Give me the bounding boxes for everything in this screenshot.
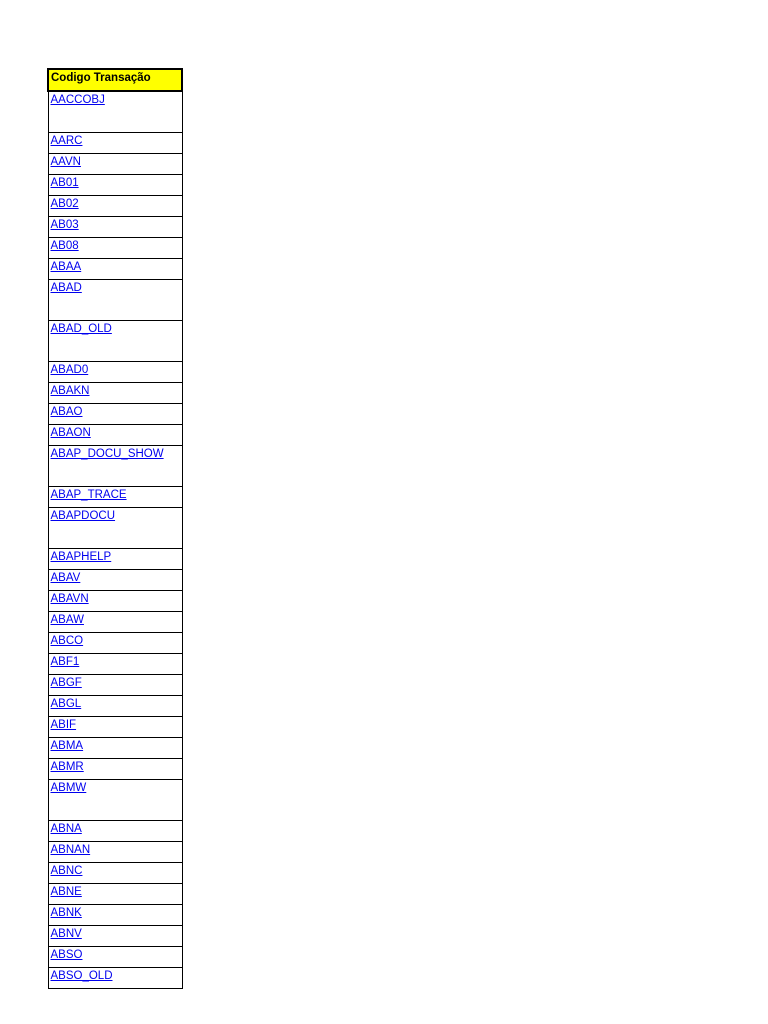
transaction-code-link[interactable]: ABGL — [50, 698, 82, 710]
transaction-code-cell — [48, 133, 182, 154]
transaction-code-link[interactable]: AB01 — [50, 177, 79, 189]
table-row — [48, 633, 182, 654]
transaction-code-cell — [48, 196, 182, 217]
table-row — [48, 259, 182, 280]
transaction-code-link[interactable]: AB08 — [50, 240, 79, 252]
transaction-code-cell — [48, 280, 182, 321]
transaction-code-cell — [48, 884, 182, 905]
transaction-code-link[interactable]: ABAPDOCU — [50, 510, 116, 522]
table-row — [48, 570, 182, 591]
transaction-code-cell — [48, 717, 182, 738]
table-row — [48, 508, 182, 549]
table-row — [48, 612, 182, 633]
table-row — [48, 696, 182, 717]
table-row — [48, 968, 182, 989]
transaction-code-cell — [48, 175, 182, 196]
table-row — [48, 362, 182, 383]
transaction-code-cell — [48, 321, 182, 362]
transaction-code-cell — [48, 821, 182, 842]
transaction-code-link[interactable]: ABSO_OLD — [50, 970, 113, 982]
table-row — [48, 863, 182, 884]
transaction-code-link[interactable]: AAVN — [50, 156, 81, 168]
transaction-code-link[interactable]: ABCO — [50, 635, 84, 647]
transaction-code-cell — [48, 633, 182, 654]
transaction-code-cell — [48, 446, 182, 487]
transaction-code-cell — [48, 842, 182, 863]
transaction-code-link[interactable]: AB02 — [50, 198, 79, 210]
transaction-code-link[interactable]: ABGF — [50, 677, 82, 689]
transaction-code-link[interactable]: ABAP_TRACE — [50, 489, 127, 501]
transaction-code-cell — [48, 591, 182, 612]
transaction-code-link[interactable]: ABAKN — [50, 385, 90, 397]
table-row — [48, 217, 182, 238]
table-row — [48, 404, 182, 425]
transaction-code-cell — [48, 549, 182, 570]
transaction-code-link[interactable]: ABAO — [50, 406, 83, 418]
transaction-code-link[interactable]: ABMA — [50, 740, 84, 752]
table-row — [48, 821, 182, 842]
transaction-code-link[interactable]: ABNE — [50, 886, 82, 898]
table-row — [48, 487, 182, 508]
transaction-code-cell — [48, 947, 182, 968]
transaction-code-cell — [48, 383, 182, 404]
transaction-code-link[interactable]: ABAD0 — [50, 364, 89, 376]
table-row — [48, 175, 182, 196]
table-row — [48, 383, 182, 404]
transaction-code-table — [47, 68, 183, 989]
transaction-code-cell — [48, 738, 182, 759]
transaction-code-link[interactable]: ABMR — [50, 761, 84, 773]
transaction-code-cell — [48, 570, 182, 591]
table-row — [48, 717, 182, 738]
transaction-code-link[interactable]: ABSO — [50, 949, 83, 961]
transaction-code-cell — [48, 425, 182, 446]
transaction-code-cell — [48, 259, 182, 280]
transaction-code-link[interactable]: ABAVN — [50, 593, 89, 605]
table-row — [48, 425, 182, 446]
transaction-code-link[interactable]: ABAV — [50, 572, 81, 584]
transaction-code-cell — [48, 780, 182, 821]
transaction-code-cell — [48, 91, 182, 133]
transaction-code-cell — [48, 217, 182, 238]
transaction-code-link[interactable]: ABIF — [50, 719, 77, 731]
transaction-code-link[interactable]: AB03 — [50, 219, 79, 231]
transaction-code-link[interactable]: ABAD — [50, 282, 82, 294]
table-row — [48, 91, 182, 133]
transaction-code-link[interactable]: ABAD_OLD — [50, 323, 112, 335]
table-row — [48, 654, 182, 675]
table-row — [48, 133, 182, 154]
transaction-code-cell — [48, 675, 182, 696]
table-row — [48, 549, 182, 570]
table-row — [48, 905, 182, 926]
transaction-code-cell — [48, 905, 182, 926]
transaction-code-cell — [48, 508, 182, 549]
transaction-code-cell — [48, 696, 182, 717]
transaction-code-cell — [48, 238, 182, 259]
transaction-code-link[interactable]: ABF1 — [50, 656, 80, 668]
table-row — [48, 780, 182, 821]
table-row — [48, 675, 182, 696]
transaction-code-cell — [48, 968, 182, 989]
table-row — [48, 926, 182, 947]
transaction-code-link[interactable]: AARC — [50, 135, 83, 147]
table-row — [48, 446, 182, 487]
table-row — [48, 947, 182, 968]
table-row — [48, 842, 182, 863]
table-body — [48, 91, 182, 989]
transaction-code-link[interactable]: ABNK — [50, 907, 82, 919]
transaction-code-link[interactable]: ABAP_DOCU_SHOW — [50, 448, 164, 460]
table-row — [48, 238, 182, 259]
transaction-code-link[interactable]: AACCOBJ — [50, 94, 105, 106]
transaction-code-link[interactable]: ABAA — [50, 261, 82, 273]
transaction-code-link[interactable]: ABAW — [50, 614, 84, 626]
transaction-code-link[interactable]: ABMW — [50, 782, 87, 794]
transaction-code-cell — [48, 154, 182, 175]
transaction-code-link[interactable]: ABAPHELP — [50, 551, 112, 563]
table-row — [48, 154, 182, 175]
transaction-code-cell — [48, 487, 182, 508]
table-row — [48, 884, 182, 905]
column-header-codigo-transacao: Codigo Transação — [48, 69, 182, 91]
transaction-code-link[interactable]: ABNV — [50, 928, 82, 940]
transaction-code-cell — [48, 612, 182, 633]
table-row — [48, 591, 182, 612]
transaction-code-cell — [48, 404, 182, 425]
transaction-code-cell — [48, 926, 182, 947]
header-row — [48, 69, 182, 91]
transaction-code-cell — [48, 863, 182, 884]
table-row — [48, 280, 182, 321]
transaction-code-link[interactable]: ABAON — [50, 427, 91, 439]
transaction-code-cell — [48, 362, 182, 383]
transaction-code-link[interactable]: ABNA — [50, 823, 82, 835]
transaction-code-link[interactable]: ABNC — [50, 865, 83, 877]
table-row — [48, 759, 182, 780]
transaction-code-cell — [48, 654, 182, 675]
table-row — [48, 196, 182, 217]
table-row — [48, 321, 182, 362]
table-row — [48, 738, 182, 759]
transaction-code-cell — [48, 759, 182, 780]
transaction-code-link[interactable]: ABNAN — [50, 844, 91, 856]
